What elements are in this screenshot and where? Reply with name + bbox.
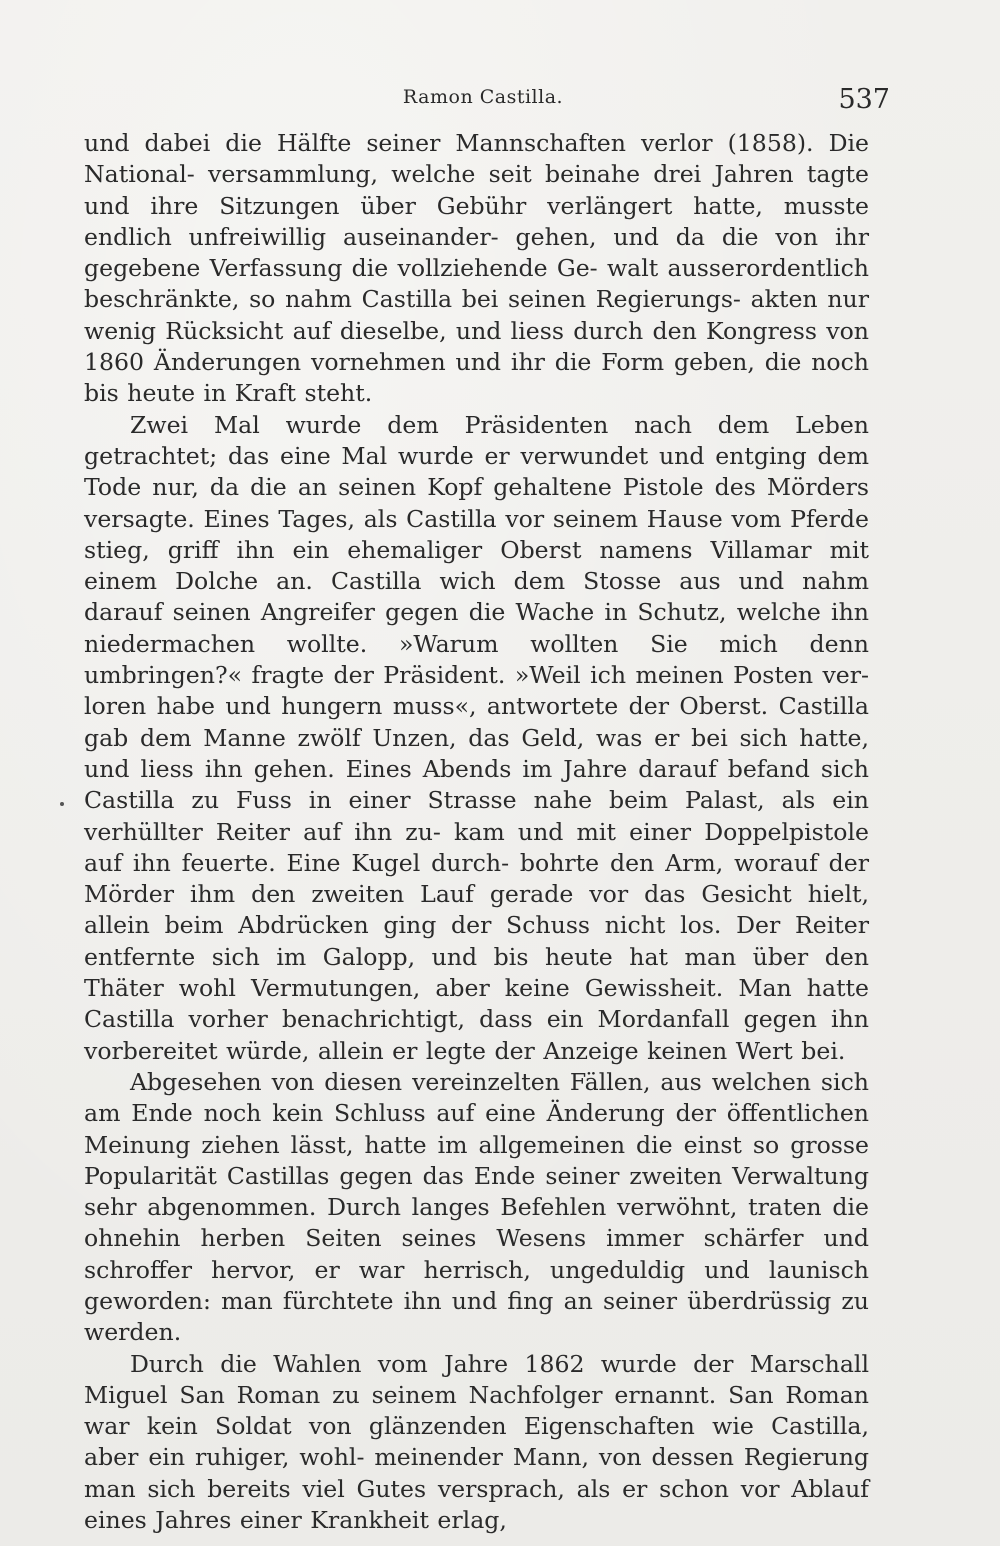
text-body bbox=[84, 128, 869, 1536]
paragraph-3: Abgesehen von diesen vereinzelten Fällen, aus welchen sich am Ende noch kein Schluss auf eine Änderung der öffentlichen Meinung ziehen lässt, hatte im allgemeinen die einst so grosse Popularität Castillas gegen das Ende seiner zweiten Verwaltung sehr abgenommen. Durch langes Befehlen verwöhnt, traten die ohnehin herben Seiten seines Wesens immer schärfer und schroffer hervor, er war herrisch, ungeduldig und launisch geworden: man fürchtete ihn und fing an seiner überdrüssig zu werden. bbox=[84, 1067, 869, 1347]
paragraph-2: Zwei Mal wurde dem Präsidenten nach dem Leben getrachtet; das eine Mal wurde er verwundet und entging dem Tode nur, da die an seinen Kopf gehaltene Pistole des Mörders versagte. Eines Tages, als Castilla vor seinem Hause vom Pferde stieg, griff ihn ein ehemaliger Oberst namens Villamar mit einem Dolche an. Castilla wich dem Stosse aus und nahm darauf seinen Angreifer gegen die Wache in Schutz, welche ihn niedermachen wollte. »Warum wollten Sie mich denn umbringen?« fragte der Präsident. »Weil ich meinen Posten ver- loren habe und hungern muss«, antwortete der Oberst. Castilla gab dem Manne zwölf Unzen, das Geld, was er bei sich hatte, und liess ihn gehen. Eines Abends im Jahre darauf befand sich Castilla zu Fuss in einer Strasse nahe beim Palast, als ein verhüllter Reiter auf ihn zu- kam und mit einer Doppelpistole auf ihn feuerte. Eine Kugel durch- bohrte den Arm, worauf der Mörder ihm den zweiten Lauf gerade vor das Gesicht hielt, allein beim Abdrücken ging der Schuss nicht los. Der Reiter entfernte sich im Galopp, und bis heute hat man über den Thäter wohl Vermutungen, aber keine Gewissheit. Man hatte Castilla vorher benachrichtigt, dass ein Mordanfall gegen ihn vorbereitet würde, allein er legte der Anzeige keinen Wert bei. bbox=[84, 410, 869, 1065]
running-head bbox=[84, 84, 890, 124]
page-number: 537 bbox=[838, 84, 890, 115]
print-speck bbox=[60, 802, 64, 806]
paragraph-1: und dabei die Hälfte seiner Mannschaften verlor (1858). Die National- versammlung, welche seit beinahe drei Jahren tagte und ihre Sitzungen über Gebühr verlängert hatte, musste endlich unfreiwillig auseinander- gehen, und da die von ihr gegebene Verfassung die vollziehende Ge- walt ausserordentlich beschränkte, so nahm Castilla bei seinen Regierungs- akten nur wenig Rücksicht auf dieselbe, und liess durch den Kongress von 1860 Änderungen vornehmen und ihr die Form geben, die noch bis heute in Kraft steht. bbox=[84, 129, 869, 408]
paragraph-4: Durch die Wahlen vom Jahre 1862 wurde der Marschall Miguel San Roman zu seinem Nachfolger ernannt. San Roman war kein Soldat von glänzenden Eigenschaften wie Castilla, aber ein ruhiger, wohl- meinender Mann, von dessen Regierung man sich bereits viel Gutes versprach, als er schon vor Ablauf eines Jahres einer Krankheit erlag, bbox=[84, 1349, 869, 1535]
running-title: Ramon Castilla. bbox=[402, 86, 564, 108]
